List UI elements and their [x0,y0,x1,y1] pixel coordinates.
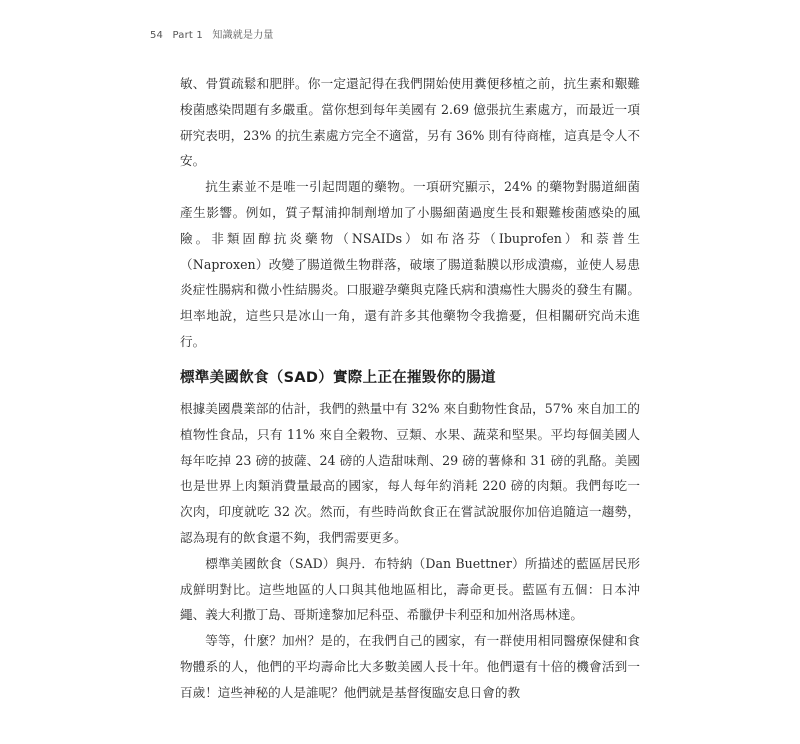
section-heading: 標準美國飲食（SAD）實際上正在摧毀你的腸道 [180,370,496,386]
paragraph: 抗生素並不是唯一引起問題的藥物。一項研究顯示，24% 的藥物對腸道細菌產生影響。例如，質子幫浦抑制劑增加了小腸細菌過度生長和艱難梭菌感染的風險。非類固醇抗炎藥物（NSAIDs）如布洛芬（Ibuprofen）和萘普生（Naproxen）改變了腸道微生物群落，破壞了腸道黏膜以形成潰瘍，並使人易患炎症性腸病和微小性結腸炎。口服避孕藥與克隆氏病和潰瘍性大腸炎的發生有關。坦率地說，這些只是冰山一角，還有許多其他藥物令我擔憂，但相關研究尚未進行。 [180,179,640,349]
section-1-text [180,71,640,355]
running-head [150,26,280,41]
paragraph: 標準美國飲食（SAD）與丹．布特納（Dan Buettner）所描述的藍區居民形成鮮明對比。這些地區的人口與其他地區相比，壽命更長。藍區有五個：日本沖繩、義大利撒丁島、哥斯達黎加尼科亞、希臘伊卡利亞和加州洛馬林達。 [180,555,640,623]
part-title: 知識就是力量 [212,30,274,41]
section-2-text [180,396,640,706]
paragraph: 敏、骨質疏鬆和肥胖。你一定還記得在我們開始使用糞便移植之前，抗生素和艱難梭菌感染問題有多嚴重。當你想到每年美國有 2.69 億張抗生素處方，而最近一項研究表明，23% 的抗生素處方完全不適當，另有 36% 則有待商榷，這真是令人不安。 [180,76,640,169]
page-number: 54 [150,30,164,41]
part-label: Part 1 [172,30,203,41]
paragraph: 根據美國農業部的估計，我們的熱量中有 32% 來自動物性食品，57% 來自加工的植物性食品，只有 11% 來自全穀物、豆類、水果、蔬菜和堅果。平均每個美國人每年吃掉 23 磅的披薩、24 磅的人造甜味劑、29 磅的薯條和 31 磅的乳酪。美國也是世界上肉類消費量最高的國家，每人每年約消耗 220 磅的肉類。我們每吃一次肉，印度就吃 32 次。然而，有些時尚飲食正在嘗試說服你加倍追隨這一趨勢，認為現有的飲食還不夠，我們需要更多。 [180,401,640,545]
paragraph: 等等，什麼？加州？是的，在我們自己的國家，有一群使用相同醫療保健和食物體系的人，他們的平均壽命比大多數美國人長十年。他們還有十倍的機會活到一百歲！這些神秘的人是誰呢？他們就是基督復臨安息日會的教 [180,633,640,700]
